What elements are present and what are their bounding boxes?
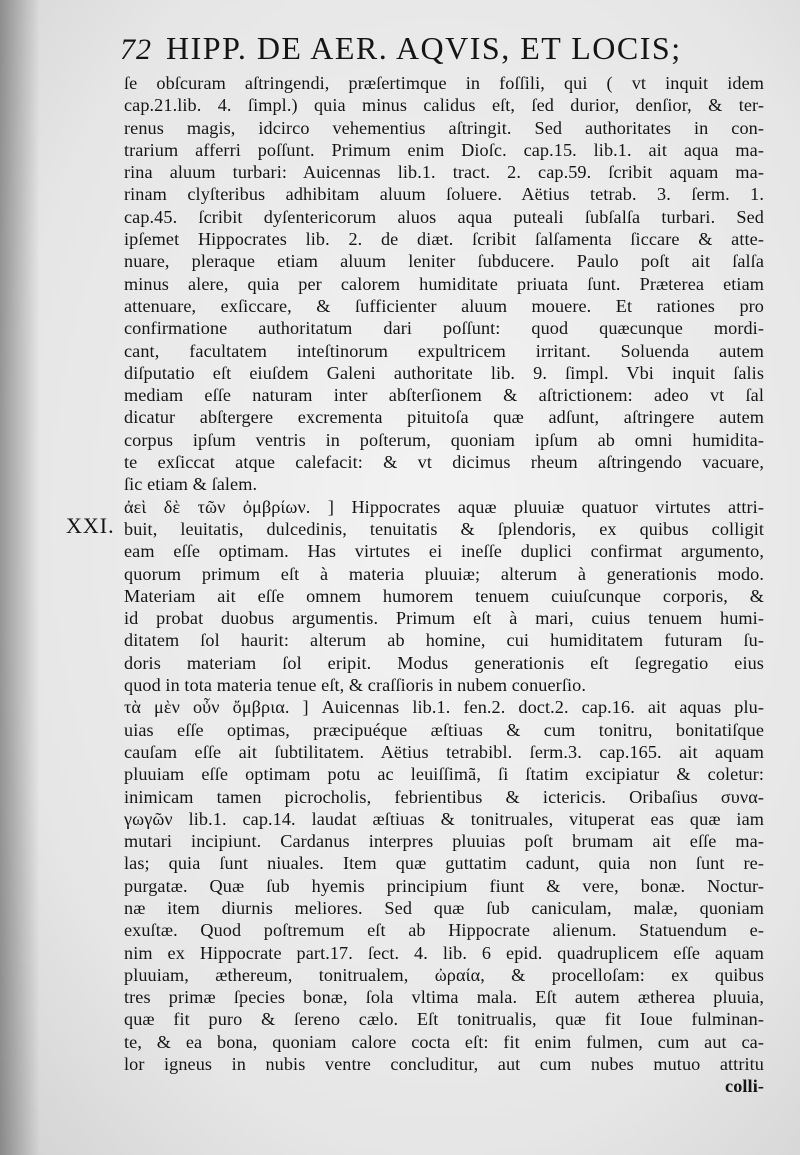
text-line: mediam eſſe naturam inter abſterſionem & aſtrictionem: adeo vt ſal — [124, 385, 764, 406]
text-line: exuſtæ. Quod poſtremum eſt ab Hippocrate alienum. Statuendum e- — [124, 920, 764, 941]
text-line: rina aluum turbari: Auicennas lib.1. tract. 2. cap.59. ſcribit aquam ma- — [124, 162, 764, 183]
text-line: ſic etiam & ſalem. — [124, 474, 258, 495]
page-number: 72 — [120, 33, 152, 66]
text-line: te exſiccat atque calefacit: & vt dicimus rheum aſtringendo vacuare, — [124, 452, 764, 473]
text-line: ipſemet Hippocrates lib. 2. de diæt. ſcribit ſalſamenta ſiccare & atte- — [124, 229, 764, 250]
text-line: mutari incipiunt. Cardanus interpres pluuias poſt brumam ait eſſe ma- — [124, 831, 764, 852]
text-line: ſe obſcuram aſtringendi, præſertimque in foſſili, qui ( vt inquit idem — [124, 73, 764, 93]
text-line: nuare, pleraque etiam aluum leniter ſubducere. Paulo poſt ait ſalſa — [124, 251, 764, 272]
text-line: purgatæ. Quæ ſub hyemis principium fiunt & vere, bonæ. Noctur- — [124, 875, 764, 896]
text-line: τὰ μὲν οὖν ὄμβρια. ] Auicennas lib.1. fen.2. doct.2. cap.16. ait aquas plu- — [124, 697, 764, 718]
text-line: dicatur abſtergere excrementa pituitoſa quæ adſunt, aſtringere autem — [124, 407, 764, 428]
text-line: quod in tota materia tenue eſt, & craſſioris in nubem conuerſio. — [124, 675, 586, 696]
text-line: las; quia ſunt niuales. Item quæ guttatim cadunt, quia non ſunt re- — [124, 853, 764, 874]
text-line: attenuare, exſiccare, & ſufficienter aluum mouere. Et rationes pro — [124, 295, 764, 316]
text-line: diſputatio eſt eiuſdem Galeni authoritate lib. 9. ſimpl. Vbi inquit ſalis — [124, 362, 764, 383]
text-line: renus magis, idcirco vehementius aſtringit. Sed authoritates in con- — [124, 117, 764, 138]
catchword: colli- — [725, 1076, 764, 1097]
page-header — [120, 30, 780, 74]
text-line: Materiam ait eſſe omnem humorem tenuem cuiuſcunque corporis, & — [124, 585, 764, 606]
text-line: rinam clyſteribus adhibitam aluum ſoluere. Aëtius tetrab. 3. ſerm. 1. — [124, 184, 764, 205]
text-line: id probat duobus argumentis. Primum eſt à mari, cuius tenuem humi- — [124, 608, 764, 629]
section-number: XXI. — [66, 513, 115, 538]
text-line: cant, facultatem inteſtinorum expultricem irritant. Soluenda autem — [124, 340, 764, 361]
text-line: quæ fit puro & ſereno cælo. Eſt tonitrualis, quæ fit Ioue fulminan- — [124, 1009, 764, 1030]
body-text — [124, 72, 764, 1098]
text-line: corpus ipſum ventris in poſterum, quoniam ipſum ab omni humidita- — [124, 429, 764, 450]
text-line: tres primæ ſpecies bonæ, ſola vltima mala. Eſt autem ætherea pluuia, — [124, 987, 764, 1008]
text-line: inimicam tamen picrocholis, febrientibus & ictericis. Oribaſius συνα- — [124, 786, 764, 807]
text-line: cap.45. ſcribit dyſentericorum aluos aqua puteali ſubſalſa turbari. Sed — [124, 206, 764, 227]
text-line: buit, leuitatis, dulcedinis, tenuitatis & ſplendoris, ex quibus colligit — [124, 518, 764, 539]
text-line: ditatem ſol haurit: alterum ab homine, cui humiditatem futuram ſu- — [124, 630, 764, 651]
text-line: lor igneus in nubis ventre concluditur, aut cum nubes mutuo attritu — [124, 1054, 764, 1075]
text-line: trarium afferri poſſunt. Primum enim Dioſc. cap.15. lib.1. ait aqua ma- — [124, 139, 764, 160]
text-line: eam eſſe optimam. Has virtutes ei ineſſe duplici confirmat argumento, — [124, 541, 764, 562]
text-line: doris materiam ſol eripit. Modus generationis eſt ſegregatio eius — [124, 652, 764, 673]
text-line: γωγῶν lib.1. cap.14. laudat æſtiuas & tonitruales, vituperat eas quæ iam — [124, 808, 764, 829]
text-line: pluuiam eſſe optimam potu ac leuiſſimã, ſi ſtatim excipiatur & coletur: — [124, 764, 764, 785]
text-line: uias eſſe optimas, præcipuéque æſtiuas & cum tonitru, bonitatiſque — [124, 719, 764, 740]
running-title: HIPP. DE AER. AQVIS, ET LOCIS; — [166, 30, 682, 66]
text-line: quorum primum eſt à materia pluuiæ; alterum à generationis modo. — [124, 563, 764, 584]
text-line: cap.21.lib. 4. ſimpl.) quia minus calidus eſt, ſed durior, denſior, & ter- — [124, 95, 764, 116]
text-line: nim ex Hippocrate part.17. ſect. 4. lib. 6 epid. quadruplicem eſſe aquam — [124, 942, 764, 963]
text-line: cauſam eſſe ait ſubtilitatem. Aëtius tetrabibl. ſerm.3. cap.165. ait aquam — [124, 741, 764, 762]
text-line: te, & ea bona, quoniam calore cocta eſt: fit enim fulmen, cum aut ca- — [124, 1031, 764, 1052]
text-line: minus alere, quia per calorem humiditate priuata ſunt. Præterea etiam — [124, 273, 764, 294]
text-line: ἀεὶ δὲ τῶν ὀμβρίων. ] Hippocrates aquæ pluuiæ quatuor virtutes attri- — [124, 496, 764, 517]
text-line: pluuiam, æthereum, tonitrualem, ὠραία, & procelloſam: ex quibus — [124, 964, 764, 985]
text-line: confirmatione authoritatum dari poſſunt: quod quæcunque mordi- — [124, 318, 764, 339]
text-line: næ item diurnis meliores. Sed quæ ſub caniculam, malæ, quoniam — [124, 897, 764, 918]
